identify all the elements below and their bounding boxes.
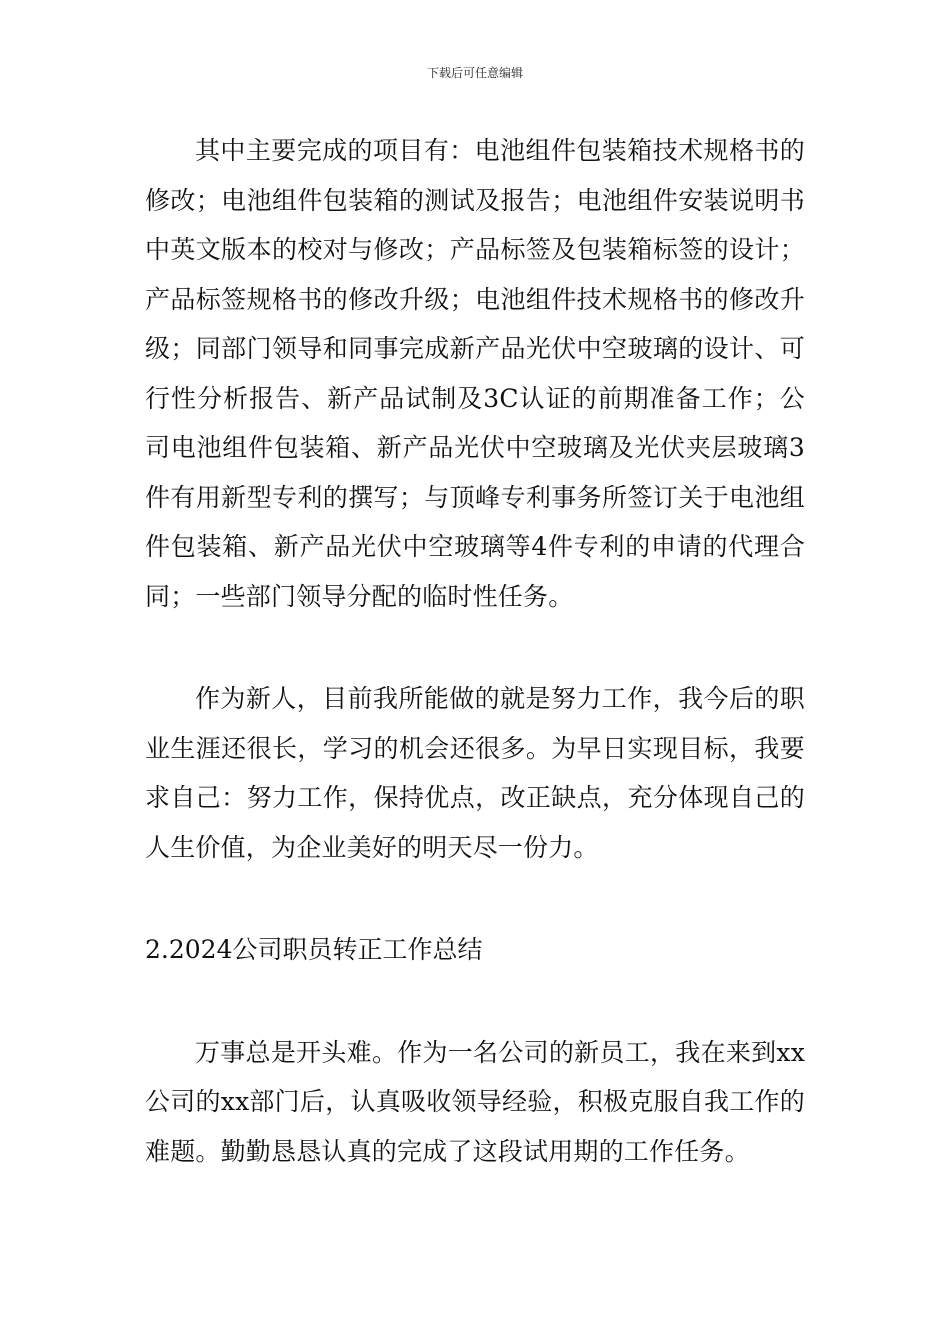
section-heading: 2.2024公司职员转正工作总结 — [145, 935, 483, 964]
paragraph-completed-projects: 其中主要完成的项目有：电池组件包装箱技术规格书的修改；电池组件包装箱的测试及报告；电池组件安装说明书中英文版本的校对与修改；产品标签及包装箱标签的设计；产品标签规格书的修改升级；电池组件技术规格书的修改升级；同部门领导和同事完成新产品光伏中空玻璃的设计、可行性分析报告、新产品试制及3C认证的前期准备工作；公司电池组件包装箱、新产品光伏中空玻璃及光伏夹层玻璃3件有用新型专利的撰写；与顶峰专利事务所签订关于电池组件包装箱、新产品光伏中空玻璃等4件专利的申请的代理合同；一些部门领导分配的临时性任务。 — [145, 136, 805, 611]
paragraph-newcomer-goals: 作为新人，目前我所能做的就是努力工作，我今后的职业生涯还很长，学习的机会还很多。为早日实现目标，我要求自己：努力工作，保持优点，改正缺点，充分体现自己的人生价值，为企业美好的明天尽一份力。 — [145, 684, 805, 862]
page-header-note: 下载后可任意编辑 — [426, 66, 523, 80]
paragraph-probation-summary: 万事总是开头难。作为一名公司的新员工，我在来到xx公司的xx部门后，认真吸收领导经验，积极克服自我工作的难题。勤勤恳恳认真的完成了这段试用期的工作任务。 — [145, 1037, 805, 1166]
document-body — [145, 126, 805, 1176]
paragraph-spacer — [145, 621, 805, 674]
paragraph-spacer — [145, 872, 805, 925]
paragraph-spacer — [145, 975, 805, 1028]
